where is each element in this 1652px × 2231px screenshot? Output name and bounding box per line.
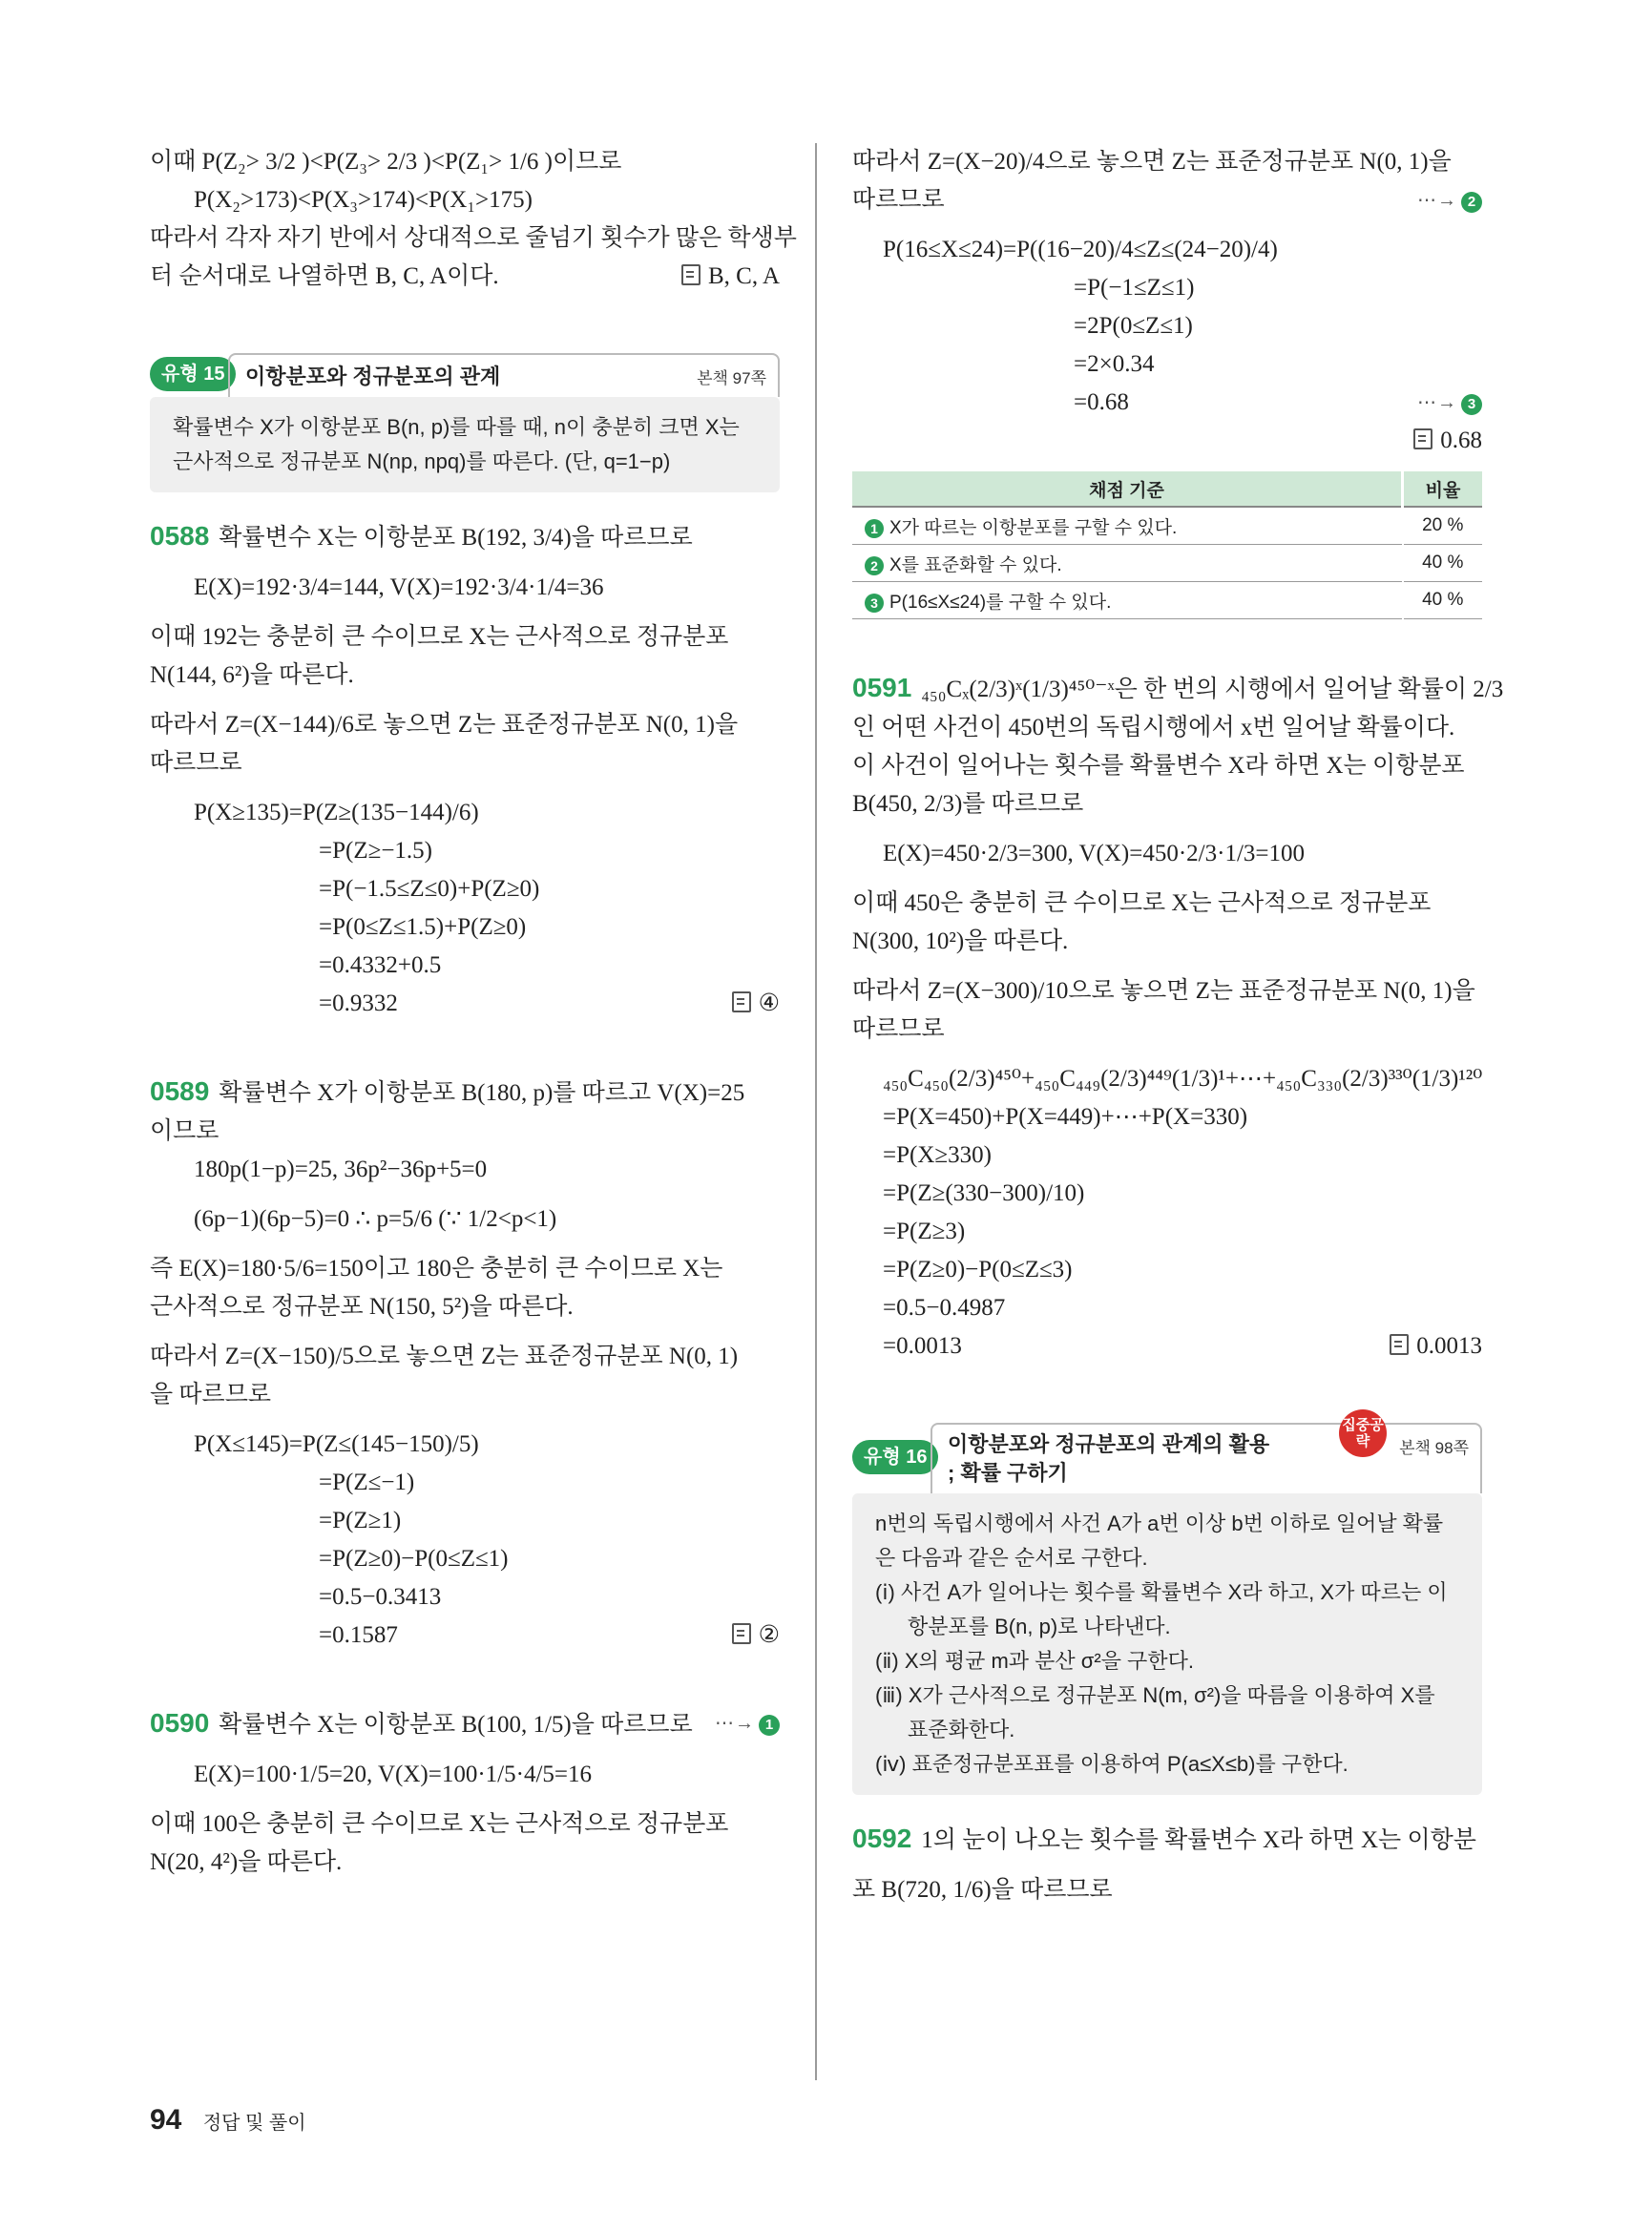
text-line: 따라서 Z=(X−150)/5으로 놓으면 Z는 표준정규분포 N(0, 1) — [150, 1344, 739, 1369]
problem-number: 0588 — [150, 521, 210, 551]
type-title — [948, 1430, 1269, 1488]
focus-badge: 집중공략 — [1339, 1409, 1387, 1457]
answer-mark: ④ — [732, 985, 780, 1023]
table-row — [852, 582, 1482, 619]
text-line: 이때 450은 충분히 큰 수이므로 X는 근사적으로 정규분포 — [852, 890, 1432, 916]
step-number: 2 — [1461, 192, 1482, 213]
math-line: =0.5−0.3413 — [319, 1584, 442, 1610]
math-line-content: =0.0013 — [883, 1333, 962, 1359]
grading-ratio: 40 % — [1403, 582, 1483, 619]
math-line: (6p−1)(6p−5)=0 ∴ p=5/6 (∵ 1/2<p<1) — [194, 1206, 557, 1232]
math-line: 180p(1−p)=25, 36p²−36p+5=0 — [194, 1157, 488, 1182]
summary-step: (ⅰ) 사건 A가 일어나는 횟수를 확률변수 X라 하고, X가 따르는 이항분포를 B(n, p)로 나타낸다. — [875, 1580, 1448, 1638]
problem-0589 — [150, 1073, 780, 1113]
text-line: 따라서 Z=(X−300)/10으로 놓으면 Z는 표준정규분포 N(0, 1)을 — [852, 978, 1475, 1004]
text-line: 즉 E(X)=180·5/6=150이고 180은 충분히 큰 수이므로 X는 — [150, 1256, 723, 1282]
text-line: N(144, 6²)을 따른다. — [150, 662, 354, 688]
math-line: =P(0≤Z≤1.5)+P(Z≥0) — [319, 914, 527, 940]
textbook-ref: 본책 98쪽 — [1399, 1439, 1469, 1457]
text-line: ₄₅₀Cₓ(2/3)ˣ(1/3)⁴⁵⁰⁻ˣ은 한 번의 시행에서 일어날 확률이 2/3 — [921, 677, 1504, 702]
text-line: 을 따르므로 — [150, 1382, 272, 1407]
math-line: =0.4332+0.5 — [319, 952, 442, 978]
math-line: =P(−1.5≤Z≤0)+P(Z≥0) — [319, 876, 540, 902]
type15-summary: 확률변수 X가 이항분포 B(n, p)를 따를 때, n이 충분히 크면 X는 근사적으로 정규분포 N(np, npq)를 따른다. (단, q=1−p) — [150, 397, 780, 492]
math-line: E(X)=450·2/3=300, V(X)=450·2/3·1/3=100 — [883, 841, 1305, 866]
math-line — [852, 384, 1482, 422]
text-line — [150, 258, 780, 296]
answer-mark: ② — [732, 1616, 780, 1655]
text-line: 따르므로 — [150, 750, 242, 776]
grading-ratio: 40 % — [1403, 545, 1483, 582]
textbook-ref: 본책 97쪽 — [697, 369, 766, 387]
problem-0591 — [852, 669, 1504, 709]
problem-0592 — [852, 1820, 1482, 1860]
text-line: B(450, 2/3)를 따르므로 — [852, 791, 1084, 817]
type-title-line: ; 확률 구하기 — [948, 1461, 1068, 1485]
summary-step: (ⅲ) X가 근사적으로 정규분포 N(m, σ²)을 따름을 이용하여 X를 표준화한다. — [875, 1683, 1435, 1741]
left-column — [150, 143, 797, 1882]
math-line: =P(Z≥3) — [883, 1219, 966, 1244]
math-line — [852, 1327, 1482, 1366]
summary-step: (ⅱ) X의 평균 m과 분산 σ²을 구한다. — [875, 1649, 1194, 1673]
type-title: 이항분포와 정규분포의 관계 — [245, 365, 501, 388]
text-line: N(300, 10²)을 따른다. — [852, 928, 1069, 954]
table-row — [852, 545, 1482, 582]
grading-header-criteria: 채점 기준 — [852, 471, 1403, 507]
type-title-line: 이항분포와 정규분포의 관계의 활용 — [948, 1432, 1270, 1456]
text-line-content: 따르므로 — [852, 187, 945, 213]
text-line — [852, 181, 1482, 219]
step-number: 3 — [1461, 394, 1482, 415]
type16-summary — [852, 1493, 1482, 1795]
step-marker: ⋯→ 2 — [1417, 181, 1482, 219]
math-line: =P(Z≥(330−300)/10) — [883, 1180, 1085, 1206]
step-marker: ⋯→ 3 — [1417, 384, 1482, 422]
math-line: =2P(0≤Z≤1) — [1074, 313, 1193, 339]
math-line: =P(Z≥0)−P(0≤Z≤1) — [319, 1546, 509, 1572]
math-line-content: =0.1587 — [319, 1622, 398, 1648]
text-line: 포 B(720, 1/6)을 따르므로 — [852, 1877, 1113, 1903]
grading-criteria: 1 X가 따르는 이항분포를 구할 수 있다. — [852, 507, 1403, 545]
text-line: 따라서 Z=(X−20)/4으로 놓으면 Z는 표준정규분포 N(0, 1)을 — [852, 149, 1452, 175]
summary-step: (ⅳ) 표준정규분포표를 이용하여 P(a≤X≤b)를 구한다. — [875, 1752, 1349, 1776]
text-line: 확률변수 X는 이항분포 B(192, 3/4)을 따르므로 — [219, 525, 693, 551]
problem-number: 0592 — [852, 1824, 912, 1853]
type-badge: 유형 16 — [852, 1440, 938, 1474]
text-line: 따라서 각자 자기 반에서 상대적으로 줄넘기 횟수가 많은 학생부 — [150, 225, 797, 251]
answer-line — [852, 422, 1482, 460]
problem-number: 0591 — [852, 673, 912, 702]
math-line: E(X)=100·1/5=20, V(X)=100·1/5·4/5=16 — [194, 1762, 592, 1787]
text-line: 따르므로 — [852, 1016, 945, 1042]
page-footer — [150, 2104, 306, 2137]
answer-mark: B, C, A — [681, 258, 780, 296]
type16-header — [852, 1417, 1482, 1493]
type15-header — [150, 353, 780, 397]
text-line: 이때 100은 충분히 큰 수이므로 X는 근사적으로 정규분포 — [150, 1811, 729, 1837]
table-row — [852, 507, 1482, 545]
text-line: 이 사건이 일어나는 횟수를 확률변수 X라 하면 X는 이항분포 — [852, 753, 1465, 779]
text-line: 따라서 Z=(X−144)/6로 놓으면 Z는 표준정규분포 N(0, 1)을 — [150, 712, 739, 738]
math-line: E(X)=192·3/4=144, V(X)=192·3/4·1/4=36 — [194, 574, 604, 600]
problem-number: 0589 — [150, 1076, 210, 1106]
math-line: =2×0.34 — [1074, 351, 1155, 377]
math-line: P(16≤X≤24)=P((16−20)/4≤Z≤(24−20)/4) — [883, 237, 1278, 262]
text-line: 이때 P(Z₂> 3/2 )<P(Z₃> 2/3 )<P(Z₁> 1/6 )이므로 — [150, 149, 622, 175]
right-column — [852, 143, 1504, 1909]
math-line: =P(X≥330) — [883, 1142, 992, 1168]
math-line — [150, 1616, 780, 1655]
step-number: 1 — [759, 1715, 780, 1736]
text-line-content: 터 순서대로 나열하면 B, C, A이다. — [150, 263, 499, 289]
grading-header-ratio: 비율 — [1403, 471, 1483, 507]
math-line: P(X≤145)=P(Z≤(145−150)/5) — [194, 1431, 479, 1457]
text-line: 인 어떤 사건이 450번의 독립시행에서 x번 일어날 확률이다. — [852, 715, 1455, 740]
problem-0590 — [150, 1704, 780, 1744]
math-line-content: =0.9332 — [319, 990, 398, 1016]
column-divider — [815, 143, 817, 2080]
math-line — [150, 985, 780, 1023]
math-line: ₄₅₀C₄₅₀(2/3)⁴⁵⁰+₄₅₀C₄₄₉(2/3)⁴⁴⁹(1/3)¹+⋯+₄₅₀C₃₃₀(2/3)³³⁰(1/3)¹²⁰ — [883, 1066, 1483, 1092]
text-line: 1의 눈이 나오는 횟수를 확률변수 X라 하면 X는 이항분 — [921, 1827, 1476, 1853]
math-line: =0.5−0.4987 — [883, 1295, 1006, 1321]
grading-ratio: 20 % — [1403, 507, 1483, 545]
math-line: =P(Z≤−1) — [319, 1470, 415, 1495]
step-marker: ⋯→ 1 — [715, 1704, 780, 1742]
text-line: 이므로 — [150, 1118, 220, 1144]
text-line: 확률변수 X가 이항분포 B(180, p)를 따르고 V(X)=25 — [219, 1080, 745, 1106]
text-line: 확률변수 X는 이항분포 B(100, 1/5)을 따르므로 — [219, 1712, 693, 1738]
page-number: 94 — [150, 2104, 182, 2136]
type-badge: 유형 15 — [150, 357, 236, 391]
footer-label: 정답 및 풀이 — [202, 2113, 306, 2134]
answer-mark: 0.68 — [1413, 422, 1482, 460]
problem-number: 0590 — [150, 1708, 210, 1738]
grading-criteria: 2 X를 표준화할 수 있다. — [852, 545, 1403, 582]
math-line: =P(Z≥0)−P(0≤Z≤3) — [883, 1257, 1073, 1282]
text-line: N(20, 4²)을 따른다. — [150, 1849, 343, 1875]
math-line: =P(Z≥1) — [319, 1508, 402, 1533]
math-line: =P(−1≤Z≤1) — [1074, 275, 1195, 301]
math-line: P(X₂>173)<P(X₃>174)<P(X₁>175) — [194, 187, 533, 213]
math-line-content: =0.68 — [1074, 389, 1129, 415]
math-line: =P(Z≥−1.5) — [319, 838, 432, 864]
text-line: 근사적으로 정규분포 N(150, 5²)을 따른다. — [150, 1294, 574, 1320]
summary-intro: n번의 독립시행에서 사건 A가 a번 이상 b번 이하로 일어날 확률은 다음과 같은 순서로 구한다. — [875, 1512, 1444, 1570]
grading-table — [852, 471, 1482, 619]
problem-0588 — [150, 517, 780, 557]
math-line: =P(X=450)+P(X=449)+⋯+P(X=330) — [883, 1104, 1248, 1130]
math-line: P(X≥135)=P(Z≥(135−144)/6) — [194, 800, 479, 825]
text-line: 이때 192는 충분히 큰 수이므로 X는 근사적으로 정규분포 — [150, 624, 729, 650]
answer-mark: 0.0013 — [1390, 1327, 1482, 1366]
grading-criteria: 3 P(16≤X≤24)를 구할 수 있다. — [852, 582, 1403, 619]
